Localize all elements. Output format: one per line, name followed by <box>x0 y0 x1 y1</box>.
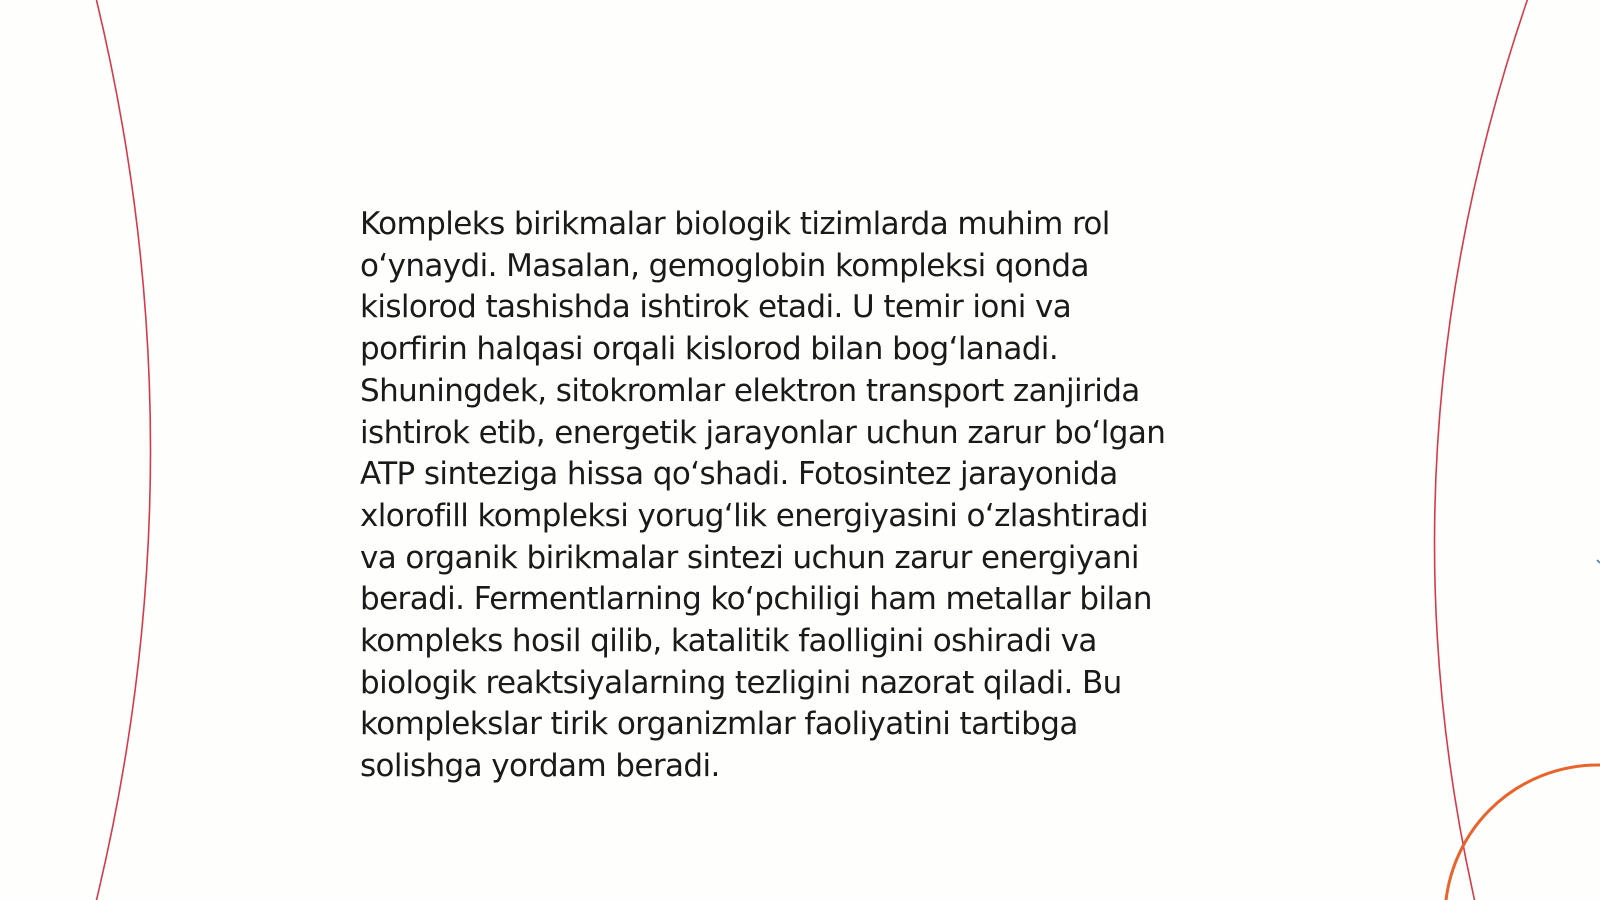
body-paragraph <box>360 204 1250 788</box>
body-line: beradi. Fermentlarning koʻpchiligi ham metallar bilan <box>360 581 1152 618</box>
body-line: oʻynaydi. Masalan, gemoglobin kompleksi qonda <box>360 247 1089 284</box>
body-line: Shuningdek, sitokromlar elektron transport zanjirida <box>360 372 1140 409</box>
body-line: ATP sinteziga hissa qoʻshadi. Fotosintez jarayonida <box>360 456 1118 493</box>
body-line: solishga yordam beradi. <box>360 748 720 785</box>
body-line: xlorofill kompleksi yorugʻlik energiyasini oʻzlashtiradi <box>360 497 1148 534</box>
body-line: kislorod tashishda ishtirok etadi. U temir ioni va <box>360 289 1072 326</box>
body-line: porfirin halqasi orqali kislorod bilan bogʻlanadi. <box>360 331 1059 368</box>
body-line: komplekslar tirik organizmlar faoliyatini tartibga <box>360 706 1078 743</box>
left-arc-decoration <box>96 0 151 900</box>
body-line: va organik birikmalar sintezi uchun zarur energiyani <box>360 539 1139 576</box>
body-line: kompleks hosil qilib, katalitik faolligini oshiradi va <box>360 623 1097 660</box>
body-line: Kompleks birikmalar biologik tizimlarda muhim rol <box>360 206 1110 242</box>
body-line: ishtirok etib, energetik jarayonlar uchun zarur boʻlgan <box>360 414 1166 451</box>
right-arc-decoration <box>1435 0 1528 900</box>
orange-circle-decoration <box>1445 765 1600 900</box>
body-line: biologik reaktsiyalarning tezligini nazorat qiladi. Bu <box>360 664 1122 701</box>
